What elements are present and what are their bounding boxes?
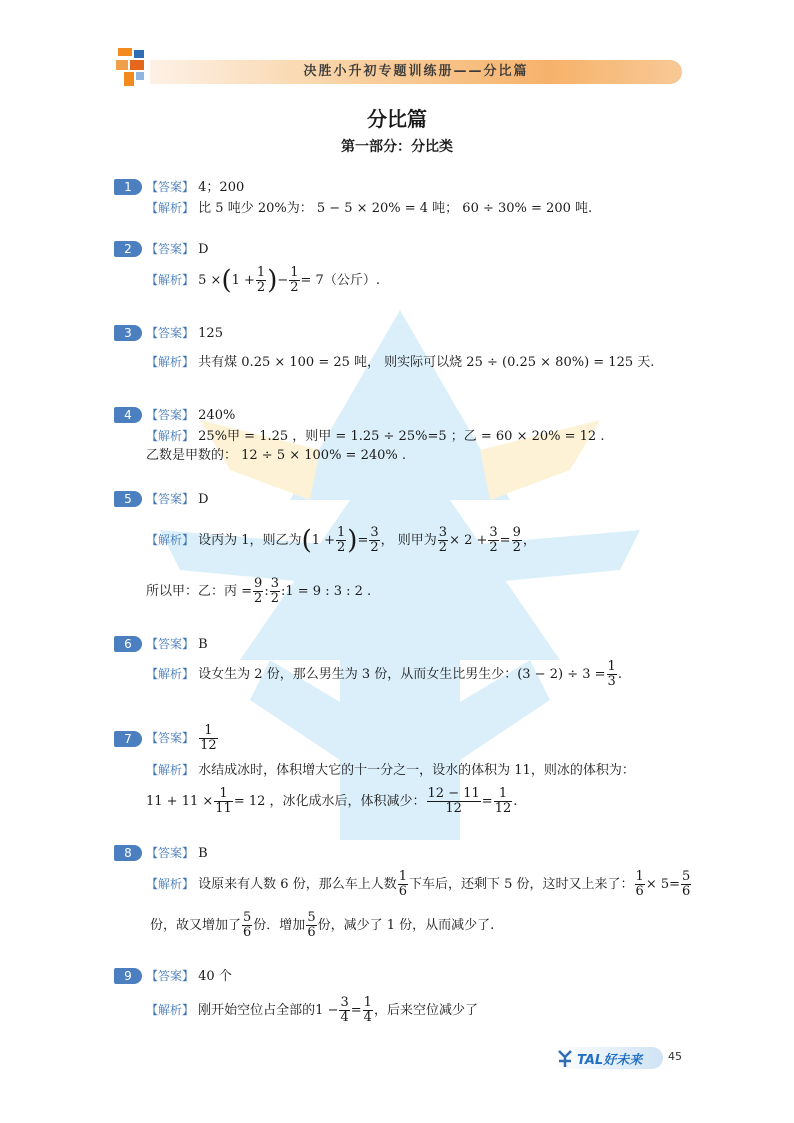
- math-text: 下车后，还剩下 5 份，这时又上来了：: [408, 877, 634, 892]
- analysis-line: [146, 576, 371, 608]
- page-title: 分比篇: [367, 107, 427, 131]
- math-text: 设女生为 2 份，那么男生为 3 份，从而女生比男生少：: [198, 667, 518, 682]
- fraction: $\frac{5}{6}$: [307, 910, 316, 940]
- fraction: $\frac{1}{2}$: [337, 525, 346, 555]
- math-text: :1 = 9 : 3 : 2 .: [280, 584, 372, 599]
- answer-line: [146, 405, 235, 426]
- svg-text:TAL好未来: TAL好未来: [577, 1053, 643, 1068]
- analysis-line: [146, 994, 478, 1027]
- math-text: 份，减少了 1 份，从而减少了.: [317, 918, 495, 933]
- tal-logo-icon: [553, 1045, 663, 1071]
- analysis-text: 比 5 吨少 20%为： 5 − 5 × 20% = 4 吨； 60 ÷ 30% = 200 吨.: [198, 201, 593, 216]
- question-number: 1: [114, 179, 142, 195]
- analysis-line: [146, 760, 635, 781]
- fraction: $\frac{1}{6}$: [398, 869, 407, 899]
- question-number: 5: [114, 491, 142, 507]
- watermark-tree-icon: [140, 300, 660, 840]
- answer-label: 【答案】: [146, 492, 195, 506]
- answer-label: 【答案】: [146, 242, 195, 256]
- section-title: 第一部分：分比类: [341, 139, 453, 155]
- fraction: $\frac{3}{2}$: [370, 525, 379, 555]
- math-text: 11 + 11 ×: [146, 794, 214, 809]
- analysis-line: [146, 868, 692, 901]
- answer-label: 【答案】: [146, 408, 195, 422]
- paren: (: [221, 265, 232, 296]
- math-text: 设丙为 1，则乙为: [198, 533, 302, 548]
- fraction: $\frac{5}{6}$: [682, 869, 691, 899]
- math-text: :: [264, 584, 269, 599]
- math-text: 1 −: [315, 1003, 339, 1018]
- answer-label: 【答案】: [146, 846, 195, 860]
- math-text: =: [499, 533, 511, 548]
- header-logo-icon: [114, 46, 154, 90]
- analysis-line: [146, 786, 517, 818]
- math-text: 5 ×: [198, 273, 222, 288]
- analysis-label: 【解析】: [146, 1003, 195, 1017]
- answer-line: [146, 323, 223, 344]
- analysis-label: 【解析】: [146, 273, 195, 287]
- paren: ): [267, 265, 278, 296]
- math-text: = 7（公斤）.: [300, 273, 380, 288]
- fraction: $\frac{1}{2}$: [290, 265, 299, 295]
- math-text: = 12 ，冰化成水后，体积减少：: [233, 794, 426, 809]
- math-text: 刚开始空位占全部的: [198, 1003, 316, 1018]
- math-text: 设原来有人数 6 份，那么车上人数: [198, 877, 397, 892]
- fraction: $\frac{1}{12}$: [200, 723, 217, 753]
- answer-line: [146, 722, 219, 755]
- analysis-label: 【解析】: [146, 533, 195, 547]
- fraction: $\frac{3}{2}$: [438, 525, 448, 555]
- analysis-line: [146, 426, 604, 447]
- answer-label: 【答案】: [146, 180, 195, 194]
- fraction: $\frac{5}{6}$: [243, 910, 252, 940]
- answer-line: [146, 177, 244, 198]
- fraction: $\frac{9}{2}$: [512, 525, 521, 555]
- answer-value: B: [198, 846, 208, 861]
- analysis-label: 【解析】: [146, 763, 195, 777]
- math-text: ，后来空位减少了: [373, 1003, 478, 1018]
- analysis-line: [146, 658, 622, 691]
- question-number: 7: [114, 731, 142, 747]
- math-text: ，: [522, 533, 536, 548]
- analysis-line: [146, 524, 536, 557]
- analysis-line: [146, 198, 592, 219]
- answer-value: 125: [198, 326, 223, 341]
- analysis-label: 【解析】: [146, 429, 195, 443]
- analysis-text: 乙数是甲数的： 12 ÷ 5 × 100% = 240% .: [146, 448, 407, 463]
- answer-label: 【答案】: [146, 731, 195, 745]
- fraction: $\frac{3}{4}$: [340, 995, 349, 1025]
- fraction: $\frac{1}{4}$: [363, 995, 372, 1025]
- math-text: .: [617, 667, 622, 682]
- fraction: $\frac{9}{2}$: [254, 576, 263, 606]
- paren: (: [301, 525, 312, 556]
- math-text: −: [277, 273, 289, 288]
- math-text: =: [481, 794, 493, 809]
- math-text: =: [357, 533, 369, 548]
- math-text: (3 − 2) ÷ 3 =: [517, 667, 606, 682]
- math-text: 1 +: [311, 533, 336, 548]
- answer-value: 4；200: [198, 180, 245, 195]
- fraction: $\frac{1}{6}$: [635, 869, 644, 899]
- fraction: $\frac{1}{3}$: [607, 659, 616, 689]
- answer-line: [146, 634, 208, 655]
- question-number: 9: [114, 968, 142, 984]
- answer-line: [146, 489, 209, 510]
- answer-line: [146, 843, 208, 864]
- answer-label: 【答案】: [146, 637, 195, 651]
- analysis-line: [150, 910, 494, 942]
- analysis-text: 水结成冰时，体积增大它的十一分之一，设水的体积为 11，则冰的体积为：: [198, 763, 635, 778]
- analysis-label: 【解析】: [146, 355, 195, 369]
- analysis-label: 【解析】: [146, 877, 195, 891]
- question-number: 2: [114, 241, 142, 257]
- header-title: 决胜小升初专题训练册——分比篇: [303, 64, 529, 79]
- answer-value: D: [198, 242, 209, 257]
- math-text: × 5=: [645, 877, 681, 892]
- question-number: 6: [114, 636, 142, 652]
- question-number: 4: [114, 407, 142, 423]
- page-number: 45: [668, 1050, 682, 1063]
- fraction: $\frac{12 - 11}{12}$: [427, 786, 480, 816]
- math-text: ， 则甲为: [380, 533, 437, 548]
- answer-value: 240%: [198, 408, 236, 423]
- math-text: =: [350, 1003, 362, 1018]
- analysis-text: 25%甲 = 1.25 ，则甲 = 1.25 ÷ 25%=5 ；乙 = 60 × 20% = 12 .: [198, 429, 605, 444]
- analysis-label: 【解析】: [146, 201, 195, 215]
- analysis-line: [146, 352, 654, 373]
- math-text: 1 +: [231, 273, 255, 288]
- answer-label: 【答案】: [146, 969, 195, 983]
- paren: ): [347, 525, 358, 556]
- answer-value: B: [198, 637, 208, 652]
- math-text: 所以甲：乙：丙 =: [146, 584, 253, 599]
- question-number: 3: [114, 325, 142, 341]
- question-number: 8: [114, 845, 142, 861]
- math-text: × 2 +: [449, 533, 488, 548]
- answer-value: D: [198, 492, 209, 507]
- fraction: $\frac{1}{12}$: [494, 786, 512, 816]
- fraction: $\frac{3}{2}$: [270, 576, 279, 606]
- answer-line: [146, 239, 209, 260]
- math-text: 份．增加: [253, 918, 306, 933]
- math-text: 份，故又增加了: [150, 918, 242, 933]
- answer-line: [146, 966, 232, 987]
- analysis-line: [146, 264, 380, 297]
- fraction: $\frac{3}{2}$: [489, 525, 498, 555]
- fraction: $\frac{1}{11}$: [215, 786, 232, 816]
- math-text: .: [513, 794, 518, 809]
- analysis-text: 共有煤 0.25 × 100 = 25 吨， 则实际可以烧 25 ÷ (0.25 × 80%) = 125 天.: [198, 355, 655, 370]
- analysis-label: 【解析】: [146, 667, 195, 681]
- answer-value: 40 个: [198, 969, 232, 984]
- answer-label: 【答案】: [146, 326, 195, 340]
- fraction: $\frac{1}{2}$: [256, 265, 266, 295]
